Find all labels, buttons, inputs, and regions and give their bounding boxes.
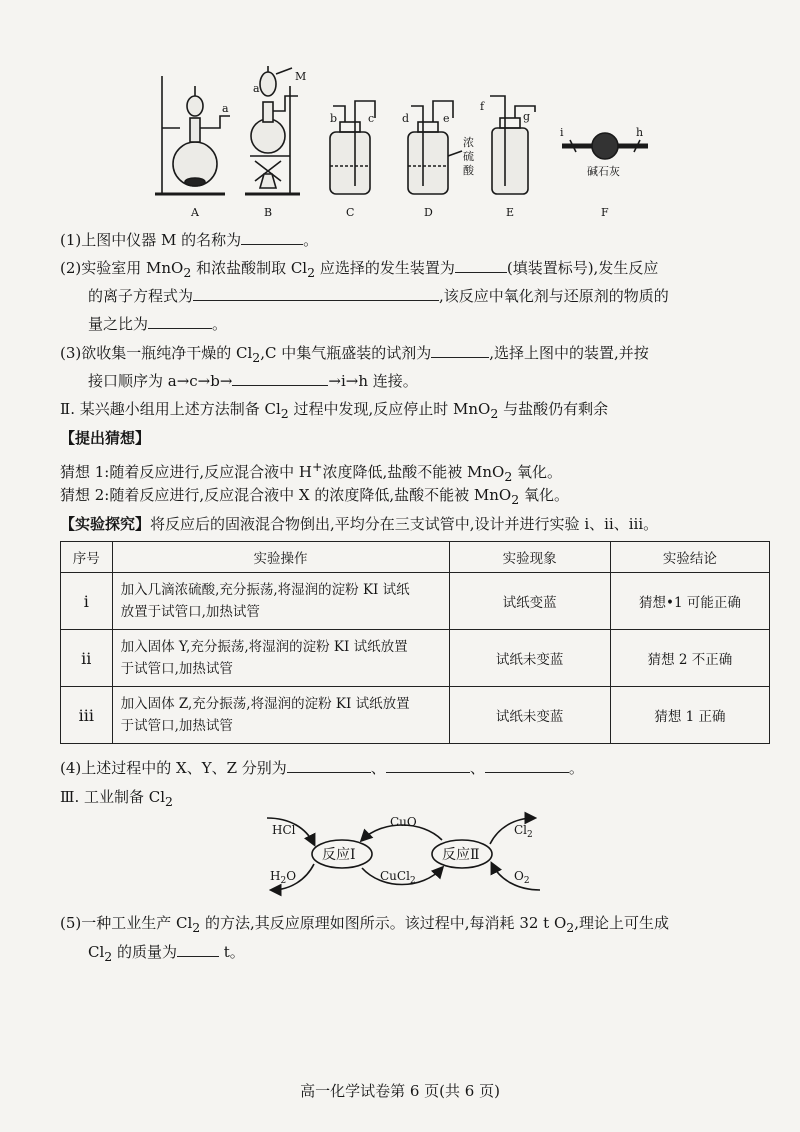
section-3-heading: Ⅲ. 工业制备 $Cl_2$ bbox=[60, 788, 173, 809]
row-operation: 加入固体 Z,充分振荡,将湿润的淀粉 KI 试纸放置 于试管口,加热试管 bbox=[112, 687, 449, 744]
table-row bbox=[61, 630, 770, 687]
hypothesis-2: 猜想 2:随着反应进行,反应混合液中 X 的浓度降低,盐酸不能被 MnO$_2$ 氧化。 bbox=[60, 486, 569, 507]
hypothesis-1: 猜想 1:随着反应进行,反应混合液中 H+浓度降低,盐酸不能被 MnO$_2$ 氧化。 bbox=[60, 459, 563, 484]
question-2-line-2: 的离子方程式为 ,该反应中氧化剂与还原剂的物质的 bbox=[88, 287, 669, 305]
question-3-line-2: 接口顺序为 a→c→b→ →i→h 连接。 bbox=[88, 372, 418, 390]
port-i-label: i bbox=[560, 126, 564, 139]
answer-blank-3b[interactable] bbox=[232, 371, 328, 386]
row-number: ⅱ bbox=[61, 630, 113, 687]
hypothesis-heading: 【提出猜想】 bbox=[60, 429, 151, 447]
port-g-label: g bbox=[523, 110, 531, 123]
apparatus-d-label: D bbox=[424, 206, 433, 219]
answer-blank-2b[interactable] bbox=[193, 286, 439, 301]
o2-label: $O_2$ bbox=[514, 869, 530, 886]
row-number: ⅲ bbox=[61, 687, 113, 744]
reaction-1-label: 反应Ⅰ bbox=[322, 847, 356, 863]
port-d-label: d bbox=[402, 112, 410, 125]
answer-blank-2a[interactable] bbox=[455, 258, 507, 273]
answer-blank-1[interactable] bbox=[241, 230, 303, 245]
port-b-label: b bbox=[330, 112, 338, 125]
apparatus-f-label: F bbox=[601, 206, 609, 219]
row-conclusion: 猜想 2 不正确 bbox=[610, 630, 769, 687]
row-number: ⅰ bbox=[61, 573, 113, 630]
reaction-2-label: 反应Ⅱ bbox=[442, 847, 480, 863]
row-conclusion: 猜想 1 正确 bbox=[610, 687, 769, 744]
experiment-table bbox=[60, 541, 770, 744]
table-header-row bbox=[61, 542, 770, 573]
f-reagent-label: 碱石灰 bbox=[587, 165, 620, 178]
d-reagent-1: 浓 bbox=[463, 136, 474, 149]
hcl-label: HCl bbox=[272, 823, 296, 837]
port-f-label: f bbox=[480, 100, 485, 113]
row-phenomenon: 试纸变蓝 bbox=[449, 573, 610, 630]
answer-blank-3a[interactable] bbox=[431, 343, 489, 358]
header-operation: 实验操作 bbox=[112, 542, 449, 573]
port-h-label: h bbox=[636, 126, 644, 139]
question-5-line-1: (5)一种工业生产 $Cl_2$ 的方法,其反应原理如图所示。该过程中,每消耗 32 t $O_2$,理论上可生成 bbox=[60, 914, 670, 935]
row-operation: 加入几滴浓硫酸,充分振荡,将湿润的淀粉 KI 试纸 放置于试管口,加热试管 bbox=[112, 573, 449, 630]
question-4: (4)上述过程中的 X、Y、Z 分别为 、 、 。 bbox=[60, 759, 584, 777]
port-e-label: e bbox=[443, 112, 450, 125]
apparatus-a-label: A bbox=[191, 206, 199, 219]
header-conclusion: 实验结论 bbox=[610, 542, 769, 573]
question-1: (1)上图中仪器 M 的名称为 。 bbox=[60, 231, 319, 249]
header-no: 序号 bbox=[61, 542, 113, 573]
cl2-label: $Cl_2$ bbox=[514, 823, 533, 840]
port-a2-label: a bbox=[253, 82, 260, 95]
answer-blank-5[interactable] bbox=[177, 942, 219, 957]
cuo-label: CuO bbox=[390, 815, 417, 829]
apparatus-figure bbox=[150, 56, 670, 226]
page-footer: 高一化学试卷第 6 页(共 6 页) bbox=[300, 1082, 500, 1100]
apparatus-b-label: B bbox=[264, 206, 273, 219]
answer-blank-4z[interactable] bbox=[485, 758, 569, 773]
question-3-line-1: (3)欲收集一瓶纯净干燥的 $Cl_2,C$ 中集气瓶盛装的试剂为 ,选择上图中的装置,并按 bbox=[60, 344, 649, 365]
question-2-line-3: 量之比为 。 bbox=[88, 315, 228, 333]
row-phenomenon: 试纸未变蓝 bbox=[449, 687, 610, 744]
reaction-cycle-diagram bbox=[262, 806, 552, 902]
row-conclusion: 猜想•1 可能正确 bbox=[610, 573, 769, 630]
d-reagent-3: 酸 bbox=[463, 164, 474, 177]
question-2-line-1: (2)实验室用 MnO$_2$ 和浓盐酸制取 $Cl_2$ 应选择的发生装置为 (填装置标号),发生反应 bbox=[60, 259, 659, 280]
row-phenomenon: 试纸未变蓝 bbox=[449, 630, 610, 687]
section-2-intro: Ⅱ. 某兴趣小组用上述方法制备 $Cl_2$ 过程中发现,反应停止时 MnO$_2$ 与盐酸仍有剩余 bbox=[60, 400, 609, 421]
h2o-label: $H_2O$ bbox=[270, 869, 297, 886]
port-a-label: a bbox=[222, 102, 229, 115]
table-row bbox=[61, 687, 770, 744]
d-reagent-2: 硫 bbox=[463, 150, 474, 163]
header-phenomenon: 实验现象 bbox=[449, 542, 610, 573]
answer-blank-2c[interactable] bbox=[148, 314, 212, 329]
row-operation: 加入固体 Y,充分振荡,将湿润的淀粉 KI 试纸放置 于试管口,加热试管 bbox=[112, 630, 449, 687]
instrument-m-label: M bbox=[295, 70, 307, 83]
answer-blank-4x[interactable] bbox=[287, 758, 371, 773]
table-row bbox=[61, 573, 770, 630]
question-5-line-2: $Cl_2$ 的质量为 t。 bbox=[88, 943, 245, 964]
experiment-intro: 【实验探究】将反应后的固液混合物倒出,平均分在三支试管中,设计并进行实验 ⅰ、ⅱ、ⅲ。 bbox=[60, 515, 659, 533]
apparatus-c-label: C bbox=[346, 206, 355, 219]
answer-blank-4y[interactable] bbox=[386, 758, 470, 773]
port-c-label: c bbox=[368, 112, 375, 125]
apparatus-e-label: E bbox=[506, 206, 515, 219]
cucl2-label: CuCl$_2$ bbox=[380, 869, 416, 886]
